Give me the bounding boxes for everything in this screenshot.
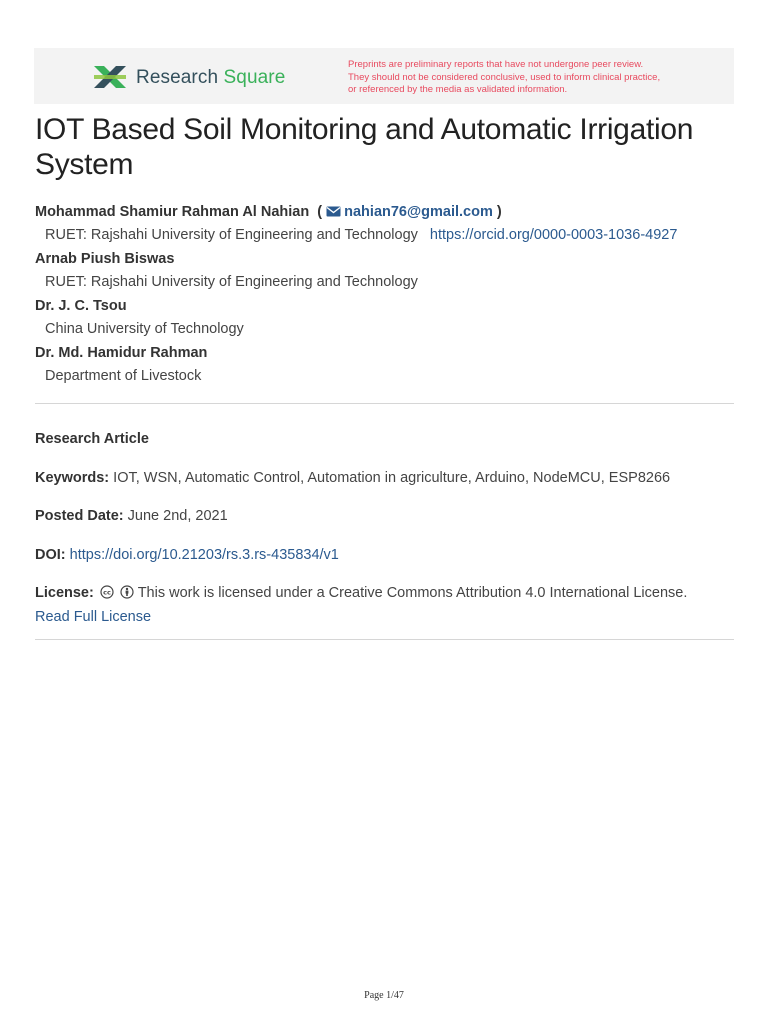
keywords-value: IOT, WSN, Automatic Control, Automation in agriculture, Arduino, NodeMCU, ESP8266	[113, 470, 671, 486]
research-square-logo[interactable]	[92, 62, 285, 92]
logo-word-square: Square	[223, 66, 286, 88]
license-text: This work is licensed under a Creative Commons Attribution 4.0 International License.	[137, 585, 688, 601]
author-name: Dr. Md. Hamidur Rahman	[35, 345, 208, 361]
license-link-row	[35, 606, 735, 628]
license-row	[35, 582, 735, 606]
author-affiliation	[35, 223, 735, 248]
disclaimer-line: Preprints are preliminary reports that have not undergone peer review.	[348, 59, 644, 70]
keywords-row	[35, 467, 735, 489]
author-name-text: Mohammad Shamiur Rahman Al Nahian	[35, 204, 310, 220]
creative-commons-icon	[100, 584, 114, 606]
disclaimer-line: or referenced by the media as validated information.	[348, 84, 568, 95]
paper-title: IOT Based Soil Monitoring and Automatic Irrigation System	[35, 113, 694, 181]
author-name: Arnab Piush Biswas	[35, 251, 175, 267]
article-type-text: Research Article	[35, 431, 149, 447]
preprint-disclaimer	[348, 59, 728, 97]
section-divider	[35, 639, 734, 640]
author-name: Dr. J. C. Tsou	[35, 298, 127, 314]
disclaimer-line: They should not be considered conclusive, used to inform clinical practice,	[348, 71, 661, 83]
read-full-license-link[interactable]: Read Full License	[35, 609, 152, 625]
keywords-label: Keywords:	[35, 470, 110, 486]
section-divider	[35, 403, 734, 404]
svg-text:cc: cc	[103, 588, 111, 597]
doi-label: DOI:	[35, 547, 66, 563]
author-affiliation: RUET: Rajshahi University of Engineering and Technology	[45, 274, 418, 290]
research-square-logo-icon	[92, 62, 128, 92]
envelope-icon	[326, 202, 341, 224]
doi-link[interactable]: https://doi.org/10.21203/rs.3.rs-435834/v1	[69, 547, 339, 563]
author-list	[35, 201, 735, 389]
preprint-banner	[34, 48, 734, 104]
author-name	[35, 201, 735, 223]
posted-date-label: Posted Date:	[35, 508, 124, 524]
affiliation-text: RUET: Rajshahi University of Engineering and Technology	[45, 227, 418, 243]
logo-word-research: Research	[136, 66, 219, 88]
article-type	[35, 428, 735, 450]
posted-date-value: June 2nd, 2021	[127, 508, 228, 524]
email-link[interactable]: nahian76@gmail.com	[344, 204, 493, 220]
author-affiliation: China University of Technology	[45, 321, 244, 337]
page-number: Page 1/47	[364, 990, 404, 1001]
author-affiliation: Department of Livestock	[45, 368, 202, 384]
posted-date-row	[35, 505, 735, 527]
logo-wordmark	[136, 68, 285, 87]
orcid-link[interactable]: https://orcid.org/0000-0003-1036-4927	[429, 227, 678, 243]
attribution-icon	[120, 584, 134, 606]
author-email: ( nahian76@gmail.com )	[313, 204, 501, 220]
license-label: License:	[35, 585, 94, 601]
doi-row	[35, 544, 735, 566]
